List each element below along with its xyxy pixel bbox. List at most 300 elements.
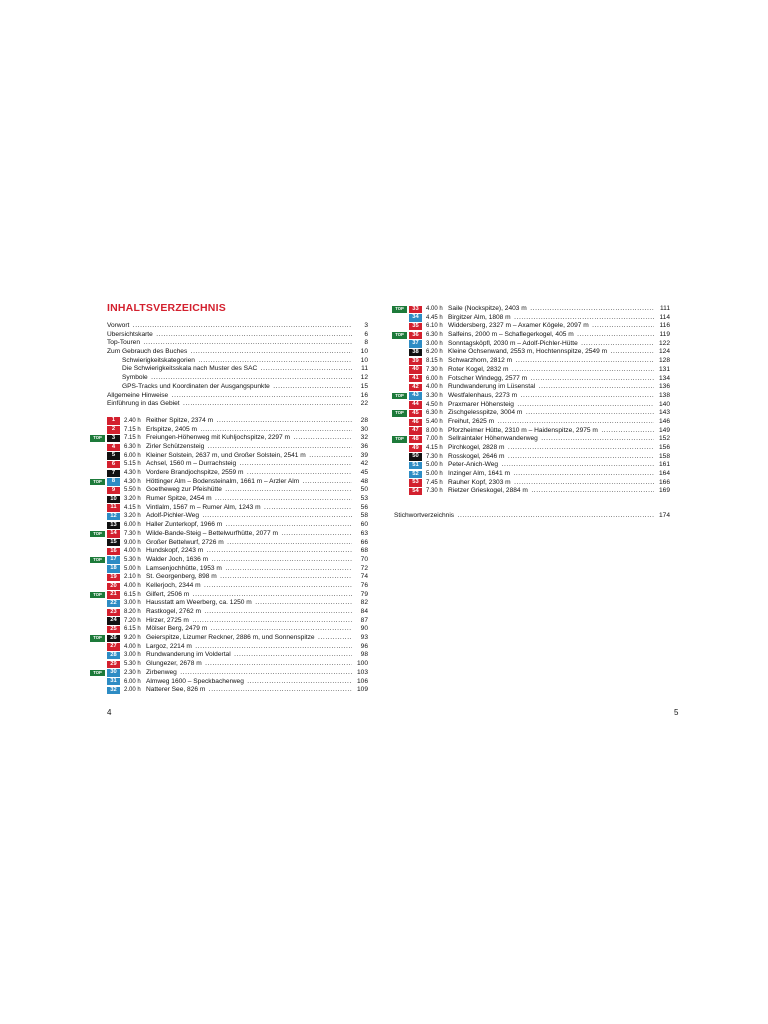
- toc-entry-label-wrap: [122, 365, 352, 374]
- tour-number-badge: 29: [107, 661, 120, 668]
- tour-name-wrap: [146, 599, 352, 608]
- tour-entry[interactable]: [402, 487, 670, 496]
- tour-number-badge: 22: [107, 600, 120, 607]
- tour-duration: 9.20 h: [124, 635, 141, 642]
- tour-number-badge: 30: [107, 669, 120, 676]
- tour-page: 79: [360, 590, 368, 598]
- tour-page: 119: [659, 331, 670, 339]
- tour-duration: 7.30 h: [426, 453, 443, 460]
- tour-number-badge: 45: [409, 410, 422, 417]
- tour-page: 106: [356, 677, 368, 685]
- tour-name: Peter-Anich-Weg: [448, 461, 499, 469]
- tour-name: Roter Kogel, 2832 m: [448, 365, 509, 373]
- tour-number-badge: 28: [107, 652, 120, 659]
- toc-entry-label: Allgemeine Hinweise: [107, 391, 169, 399]
- tour-name: Salfeins, 2000 m – Schaflegerkogel, 405 m: [448, 331, 574, 339]
- tour-name-wrap: [448, 357, 654, 366]
- toc-entry-label-wrap: [122, 374, 352, 383]
- tour-name-wrap: [448, 479, 654, 488]
- top-badge: TOP: [90, 435, 105, 442]
- tour-entry[interactable]: [402, 357, 670, 366]
- tour-entry[interactable]: [100, 452, 368, 461]
- tour-name: Rastkogel, 2762 m: [146, 608, 201, 615]
- tour-entry[interactable]: [100, 486, 368, 495]
- tour-name-wrap: [448, 427, 654, 436]
- tour-page: 146: [658, 417, 670, 425]
- tour-page: 149: [658, 426, 670, 434]
- tour-name-wrap: [146, 634, 352, 643]
- toc-entry-label-wrap: [107, 339, 352, 348]
- tour-duration: 8.20 h: [124, 609, 141, 615]
- tour-page: 143: [658, 409, 670, 417]
- toc-entry-label: Schwierigkeitskategorien: [122, 356, 195, 364]
- tour-name-wrap: [146, 460, 352, 469]
- tour-number-badge: 21: [107, 591, 120, 598]
- tour-name: Wilde-Bande-Steig – Bettelwurfhütte, 2077 m: [146, 529, 278, 537]
- tour-entry[interactable]: [100, 469, 368, 478]
- tour-number-badge: 17: [107, 556, 120, 563]
- tour-name: Vordere Brandjochspitze, 2559 m: [146, 469, 244, 476]
- tour-name-wrap: [448, 401, 654, 410]
- tour-duration: 6.15 h: [124, 626, 141, 633]
- tour-number-badge: 42: [409, 384, 422, 391]
- toc-entry-label-wrap: [122, 383, 352, 392]
- tour-entry[interactable]: [395, 331, 670, 340]
- tour-name-wrap: [146, 660, 352, 669]
- top-badge: TOP: [90, 670, 105, 677]
- tour-duration: 3.30 h: [426, 392, 443, 399]
- tour-page: 140: [658, 400, 670, 408]
- top-badge: TOP: [90, 635, 105, 642]
- tour-duration: 6.00 h: [124, 678, 141, 685]
- toc-entry[interactable]: [100, 339, 368, 348]
- tour-duration: 2.10 h: [124, 574, 141, 581]
- tour-name: Haller Zunterkopf, 1966 m: [146, 521, 223, 529]
- tour-name: Kleine Ochsenwand, 2553 m, Hochtennspitze, 2549 m: [448, 348, 608, 356]
- tour-duration: 8.00 h: [426, 427, 443, 434]
- tour-entry[interactable]: [395, 305, 670, 314]
- tour-name-wrap: [146, 669, 352, 678]
- tour-entry[interactable]: [402, 444, 670, 453]
- tour-duration: 4.00 h: [426, 384, 443, 391]
- tour-entry[interactable]: [402, 418, 670, 427]
- tour-entry[interactable]: [402, 427, 670, 436]
- tour-page: 136: [658, 383, 670, 391]
- top-badge: TOP: [90, 479, 105, 486]
- tour-entry[interactable]: [100, 608, 368, 617]
- tour-entry[interactable]: [100, 660, 368, 669]
- tour-name: Gilfert, 2506 m: [146, 590, 190, 598]
- top-badge: TOP: [90, 531, 105, 538]
- tour-page: 122: [658, 339, 670, 347]
- tour-name: Sonntagsköpfl, 2030 m – Adolf-Pichler-Hütte: [448, 339, 578, 347]
- tour-entry[interactable]: [100, 521, 368, 530]
- toc-entry-page: 10: [352, 348, 368, 357]
- tour-name: Pforzheimer Hütte, 2310 m – Haidenspitze, 2975 m: [448, 426, 598, 434]
- tour-entry[interactable]: [93, 590, 368, 600]
- top-badge: TOP: [392, 306, 407, 313]
- tour-entry[interactable]: [100, 617, 368, 626]
- tour-duration: 4.00 h: [124, 643, 141, 650]
- tour-name-wrap: [146, 434, 352, 443]
- tour-name: Zirler Schützensteig: [146, 442, 205, 450]
- tour-entry[interactable]: [100, 547, 368, 556]
- tour-number-badge: 26: [107, 635, 120, 642]
- tour-number-badge: 49: [409, 445, 422, 452]
- toc-entry-label-wrap: [107, 331, 352, 340]
- tour-page: 68: [360, 547, 368, 555]
- tour-name-wrap: [146, 547, 352, 556]
- tour-entry[interactable]: [402, 383, 670, 392]
- tour-page: 60: [360, 521, 368, 529]
- tour-number-badge: 20: [107, 583, 120, 590]
- tour-duration: 5.00 h: [426, 471, 443, 478]
- toc-entry-label: GPS-Tracks und Koordinaten der Ausgangspunkte: [122, 382, 270, 390]
- tour-number-badge: 15: [107, 539, 120, 546]
- tour-name: Achsel, 1560 m – Durrachsteig: [146, 460, 237, 468]
- tour-number-badge: 12: [107, 513, 120, 520]
- tour-number-badge: 39: [409, 358, 422, 365]
- toc-entry[interactable]: [100, 322, 368, 331]
- left-page: [93, 322, 368, 695]
- tour-entry[interactable]: [402, 366, 670, 375]
- tour-name: Walder Joch, 1636 m: [146, 555, 209, 563]
- tour-number-badge: 5: [107, 452, 120, 459]
- tour-name: Inzinger Alm, 1641 m: [448, 470, 510, 478]
- tour-entry[interactable]: [402, 348, 670, 357]
- tour-page: 98: [360, 651, 368, 659]
- tour-name-wrap: [146, 469, 352, 478]
- tour-duration: 6.20 h: [426, 349, 443, 356]
- tour-name: Hirzer, 2725 m: [146, 616, 189, 624]
- tour-page: 36: [360, 442, 368, 450]
- tour-name: Sellraintaler Höhenwanderweg: [448, 435, 538, 443]
- tour-name-wrap: [448, 392, 654, 401]
- tour-number-badge: 50: [409, 453, 422, 460]
- tour-name-wrap: [146, 495, 352, 504]
- tour-number-badge: 3: [107, 435, 120, 442]
- tour-entry[interactable]: [402, 401, 670, 410]
- tour-page: 161: [658, 461, 670, 469]
- toc-title: INHALTSVERZEICHNIS: [107, 302, 226, 314]
- tour-duration: 7.00 h: [426, 436, 443, 443]
- tour-name-wrap: [448, 435, 654, 444]
- tour-number-badge: 10: [107, 496, 120, 503]
- tour-number-badge: 34: [409, 314, 422, 321]
- top-badge: TOP: [392, 393, 407, 400]
- toc-entry-label: Übersichtskarte: [107, 330, 153, 338]
- tour-entry[interactable]: [100, 565, 368, 574]
- tour-duration: 6.10 h: [426, 323, 443, 330]
- tour-duration: 4.50 h: [426, 401, 443, 408]
- tour-number-badge: 46: [409, 419, 422, 426]
- tour-name: Hausstatt am Weerberg, ca. 1250 m: [146, 599, 252, 607]
- tour-name: Kleiner Solstein, 2637 m, und Großer Solstein, 2541 m: [146, 451, 306, 459]
- toc-entry-label: Vorwort: [107, 322, 130, 329]
- tour-entry[interactable]: [100, 599, 368, 608]
- toc-entry[interactable]: [100, 365, 368, 374]
- tour-duration: 6.30 h: [124, 443, 141, 450]
- tour-name-wrap: [146, 678, 352, 687]
- tour-page: 111: [659, 305, 670, 312]
- tour-page: 156: [658, 444, 670, 451]
- toc-entry-page: 12: [352, 374, 368, 383]
- tour-name-wrap: [448, 383, 654, 392]
- tour-page: 90: [360, 625, 368, 633]
- right-page: [394, 305, 670, 521]
- toc-entry-label: Einführung in das Gebiet: [107, 400, 180, 408]
- tour-page: 30: [360, 425, 368, 433]
- tour-entry[interactable]: [100, 460, 368, 469]
- tour-page: 169: [658, 487, 670, 495]
- top-badge: TOP: [392, 332, 407, 339]
- toc-entry-label-wrap: [107, 322, 352, 331]
- tour-number-badge: 51: [409, 462, 422, 469]
- tour-duration: 4.00 h: [124, 582, 141, 589]
- tour-entry[interactable]: [100, 625, 368, 634]
- toc-entry-label-wrap: [107, 348, 352, 357]
- tour-entry[interactable]: [100, 582, 368, 591]
- tour-name-wrap: [448, 409, 654, 418]
- tour-name: Geierspitze, Lizumer Reckner, 2886 m, und Sonnenspitze: [146, 634, 315, 642]
- tour-number-badge: 24: [107, 617, 120, 624]
- tour-page: 84: [360, 608, 368, 615]
- tour-number-badge: 36: [409, 332, 422, 339]
- toc-entry-label: Top-Touren: [107, 339, 140, 347]
- tour-number-badge: 4: [107, 444, 120, 451]
- tour-number-badge: 8: [107, 478, 120, 485]
- tour-number-badge: 37: [409, 340, 422, 347]
- tour-name: Vintlalm, 1567 m – Rumer Alm, 1243 m: [146, 503, 261, 511]
- tour-name-wrap: [448, 305, 654, 314]
- tour-page: 72: [360, 564, 368, 572]
- index-entry[interactable]: [394, 512, 670, 521]
- tour-duration: 5.00 h: [124, 565, 141, 572]
- tour-name-wrap: [146, 625, 352, 634]
- tour-entry[interactable]: [402, 453, 670, 462]
- tour-list-left: [93, 416, 368, 695]
- tour-entry[interactable]: [402, 461, 670, 470]
- tour-page: 109: [356, 686, 368, 694]
- tour-name-wrap: [448, 322, 654, 331]
- tour-name: Hundskopf, 2243 m: [146, 547, 204, 555]
- tour-entry[interactable]: [93, 477, 368, 487]
- toc-entry-page: 3: [352, 322, 368, 331]
- tour-entry[interactable]: [100, 651, 368, 660]
- tour-page: 63: [360, 529, 368, 537]
- tour-duration: 7.45 h: [426, 479, 443, 486]
- tour-entry[interactable]: [395, 435, 670, 444]
- tour-name-wrap: [448, 461, 654, 470]
- toc-entry-label-wrap: [107, 392, 352, 401]
- tour-name-wrap: [448, 348, 654, 357]
- tour-name-wrap: [146, 486, 352, 495]
- tour-page: 128: [658, 357, 670, 365]
- tour-name: Praxmarer Höhensteig: [448, 400, 514, 408]
- tour-name-wrap: [146, 608, 352, 617]
- tour-number-badge: 19: [107, 574, 120, 581]
- tour-name: Largoz, 2214 m: [146, 642, 192, 650]
- tour-name: Pirchkogel, 2828 m: [448, 444, 505, 451]
- tour-number-badge: 16: [107, 548, 120, 555]
- tour-name-wrap: [146, 539, 352, 548]
- tour-entry[interactable]: [402, 340, 670, 349]
- tour-name-wrap: [448, 314, 654, 323]
- tour-name: Mölser Berg, 2479 m: [146, 625, 208, 633]
- toc-entry-page: 10: [352, 357, 368, 366]
- tour-entry[interactable]: [100, 643, 368, 652]
- top-badge: TOP: [90, 592, 105, 599]
- toc-entry[interactable]: [100, 331, 368, 340]
- tour-entry[interactable]: [93, 529, 368, 539]
- toc-entry[interactable]: [100, 357, 368, 366]
- tour-name-wrap: [448, 453, 654, 462]
- index-entry-label: Stichwortverzeichnis: [394, 512, 455, 520]
- tour-entry[interactable]: [100, 573, 368, 582]
- tour-entry[interactable]: [93, 634, 368, 643]
- tour-number-badge: 7: [107, 470, 120, 477]
- toc-entry-label: Zum Gebrauch des Buches: [107, 348, 188, 356]
- tour-name-wrap: [448, 340, 654, 349]
- tour-page: 70: [360, 555, 368, 563]
- tour-page: 39: [360, 451, 368, 459]
- tour-entry[interactable]: [100, 417, 368, 426]
- tour-page: 164: [658, 470, 670, 478]
- tour-name-wrap: [448, 444, 654, 453]
- tour-page: 96: [360, 642, 368, 650]
- toc-entry[interactable]: [100, 348, 368, 357]
- tour-number-badge: 44: [409, 401, 422, 408]
- tour-page: 50: [360, 486, 368, 494]
- tour-name: St. Georgenberg, 898 m: [146, 573, 217, 581]
- tour-page: 56: [360, 503, 368, 511]
- tour-duration: 3.00 h: [124, 652, 141, 659]
- tour-page: 116: [659, 322, 670, 330]
- tour-name: Schwarzhorn, 2812 m: [448, 357, 513, 365]
- tour-duration: 6.00 h: [124, 452, 141, 459]
- tour-entry[interactable]: [395, 391, 670, 401]
- top-badge: TOP: [392, 436, 407, 443]
- tour-page: 48: [360, 477, 368, 485]
- tour-duration: 6.30 h: [426, 332, 443, 339]
- tour-name-wrap: [448, 331, 654, 340]
- tour-duration: 9.00 h: [124, 539, 141, 546]
- tour-name: Widdersberg, 2327 m – Axamer Kögele, 2097 m: [448, 322, 589, 330]
- tour-entry[interactable]: [100, 678, 368, 687]
- tour-name: Adolf-Pichler-Weg: [146, 512, 200, 520]
- tour-number-badge: 6: [107, 461, 120, 468]
- tour-name-wrap: [448, 418, 654, 427]
- tour-number-badge: 31: [107, 678, 120, 685]
- tour-page: 53: [360, 495, 368, 503]
- tour-page: 114: [659, 313, 670, 321]
- tour-name-wrap: [448, 487, 654, 496]
- tour-name: Freiungen-Höhenweg mit Kuhljochspitze, 2297 m: [146, 434, 291, 442]
- tour-entry[interactable]: [100, 495, 368, 504]
- tour-entry[interactable]: [100, 504, 368, 513]
- tour-entry[interactable]: [100, 443, 368, 452]
- tour-page: 66: [360, 538, 368, 546]
- tour-number-badge: 9: [107, 487, 120, 494]
- toc-entry[interactable]: [100, 374, 368, 383]
- tour-duration: 7.30 h: [426, 366, 443, 373]
- tour-entry[interactable]: [402, 322, 670, 331]
- tour-name: Saile (Nockspitze), 2403 m: [448, 305, 527, 312]
- tour-name: Rumer Spitze, 2454 m: [146, 495, 212, 503]
- tour-name: Birgitzer Alm, 1808 m: [448, 313, 511, 321]
- tour-entry[interactable]: [402, 470, 670, 479]
- tour-duration: 7.15 h: [124, 426, 141, 433]
- tour-entry[interactable]: [395, 409, 670, 418]
- tour-number-badge: 18: [107, 565, 120, 572]
- tour-entry[interactable]: [93, 555, 368, 565]
- tour-duration: 7.20 h: [124, 617, 141, 624]
- tour-name: Natterer See, 826 m: [146, 686, 206, 694]
- toc-entry-label-wrap: [122, 357, 352, 366]
- tour-entry[interactable]: [100, 686, 368, 695]
- tour-page: 82: [360, 599, 368, 607]
- tour-name: Zischgelesspitze, 3004 m: [448, 409, 523, 417]
- tour-duration: 4.45 h: [426, 314, 443, 321]
- tour-number-badge: 35: [409, 323, 422, 330]
- tour-entry[interactable]: [93, 668, 368, 678]
- toc-entry[interactable]: [100, 392, 368, 401]
- tour-number-badge: 43: [409, 392, 422, 399]
- toc-entry-page: 11: [352, 365, 368, 374]
- tour-number-badge: 38: [409, 349, 422, 356]
- tour-name: Glungezer, 2678 m: [146, 660, 202, 668]
- page-number-right: 5: [674, 708, 679, 717]
- tour-duration: 2.00 h: [124, 687, 141, 694]
- tour-page: 134: [658, 374, 670, 382]
- toc-entry-page: 8: [352, 339, 368, 348]
- tour-page: 158: [658, 452, 670, 460]
- tour-entry[interactable]: [402, 479, 670, 488]
- tour-name-wrap: [146, 573, 352, 582]
- toc-entry[interactable]: [100, 383, 368, 392]
- tour-name: Lamsenjochhütte, 1953 m: [146, 564, 222, 572]
- tour-duration: 4.15 h: [426, 445, 443, 451]
- tour-name-wrap: [146, 651, 352, 660]
- tour-page: 42: [360, 460, 368, 468]
- tour-number-badge: 48: [409, 436, 422, 443]
- tour-name: Rauher Kopf, 2303 m: [448, 478, 511, 486]
- tour-name-wrap: [146, 591, 352, 600]
- tour-name-wrap: [146, 530, 352, 539]
- toc-entry-page: 22: [352, 400, 368, 409]
- tour-duration: 3.00 h: [426, 340, 443, 347]
- tour-page: 124: [658, 348, 670, 356]
- tour-name-wrap: [146, 417, 352, 426]
- tour-number-badge: 53: [409, 479, 422, 486]
- tour-name: Rundwanderung im Voldertal: [146, 651, 231, 659]
- tour-name: Westfalenhaus, 2273 m: [448, 391, 518, 399]
- tour-name-wrap: [448, 366, 654, 375]
- tour-page: 74: [360, 573, 368, 581]
- tour-name: Großer Bettelwurf, 2726 m: [146, 538, 224, 546]
- tour-entry[interactable]: [402, 375, 670, 384]
- tour-entry[interactable]: [402, 314, 670, 323]
- tour-name-wrap: [448, 375, 654, 384]
- toc-entry[interactable]: [100, 400, 368, 409]
- tour-name: Rosskogel, 2646 m: [448, 452, 505, 460]
- tour-number-badge: 1: [107, 417, 120, 424]
- tour-entry[interactable]: [100, 426, 368, 435]
- tour-entry[interactable]: [93, 434, 368, 443]
- tour-entry[interactable]: [100, 512, 368, 521]
- tour-entry[interactable]: [100, 539, 368, 548]
- tour-duration: 6.30 h: [426, 410, 443, 417]
